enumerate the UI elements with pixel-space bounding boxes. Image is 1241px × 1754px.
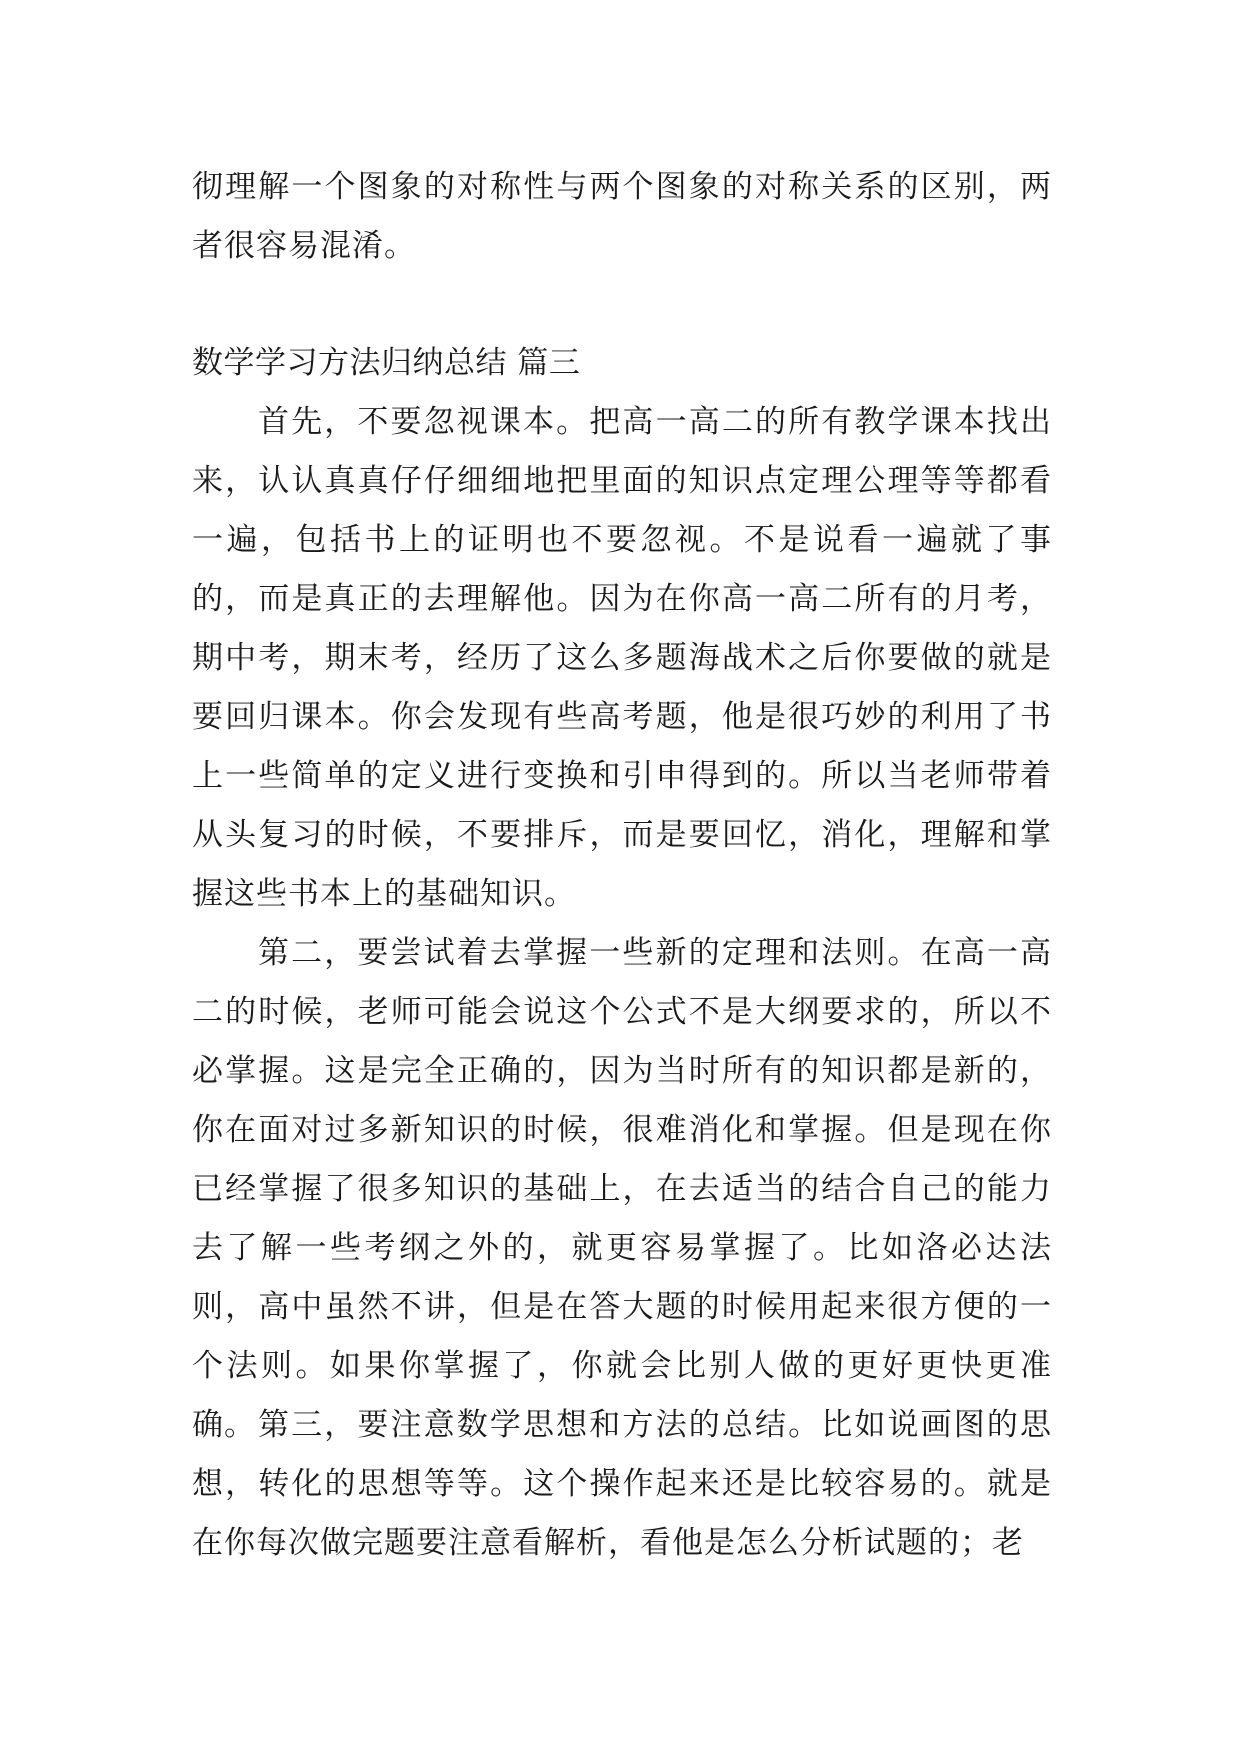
section-heading: 数学学习方法归纳总结 篇三: [192, 345, 581, 381]
paragraph-continued: 彻理解一个图象的对称性与两个图象的对称关系的区别，两者很容易混淆。: [192, 169, 1052, 264]
paragraph-third: 第三，要注意数学思想和方法的总结。比如说画图的思想，转化的思想等等。这个操作起来还是比较容易的。就是在你每次做完题要注意看解析，看他是怎么分析试题的；老: [192, 1407, 1052, 1561]
paragraph-second: 第二，要尝试着去掌握一些新的定理和法则。在高一高二的时候，老师可能会说这个公式不是大纲要求的，所以不必掌握。这是完全正确的，因为当时所有的知识都是新的，你在面对过多新知识的时候，很难消化和掌握。但是现在你已经掌握了很多知识的基础上，在去适当的结合自己的能力去了解一些考纲之外的，就更容易掌握了。比如洛必达法则，高中虽然不讲，但是在答大题的时候用起来很方便的一个法则。如果你掌握了，你就会比别人做的更好更快更准确。: [192, 935, 1052, 1443]
paragraph-first: 首先，不要忽视课本。把高一高二的所有教学课本找出来，认认真真仔仔细细地把里面的知识点定理公理等等都看一遍，包括书上的证明也不要忽视。不是说看一遍就了事的，而是真正的去理解他。因为在你高一高二所有的月考，期中考，期末考，经历了这么多题海战术之后你要做的就是要回归课本。你会发现有些高考题，他是很巧妙的利用了书上一些简单的定义进行变换和引申得到的。所以当老师带着从头复习的时候，不要排斥，而是要回忆，消化，理解和掌握这些书本上的基础知识。: [192, 404, 1052, 912]
